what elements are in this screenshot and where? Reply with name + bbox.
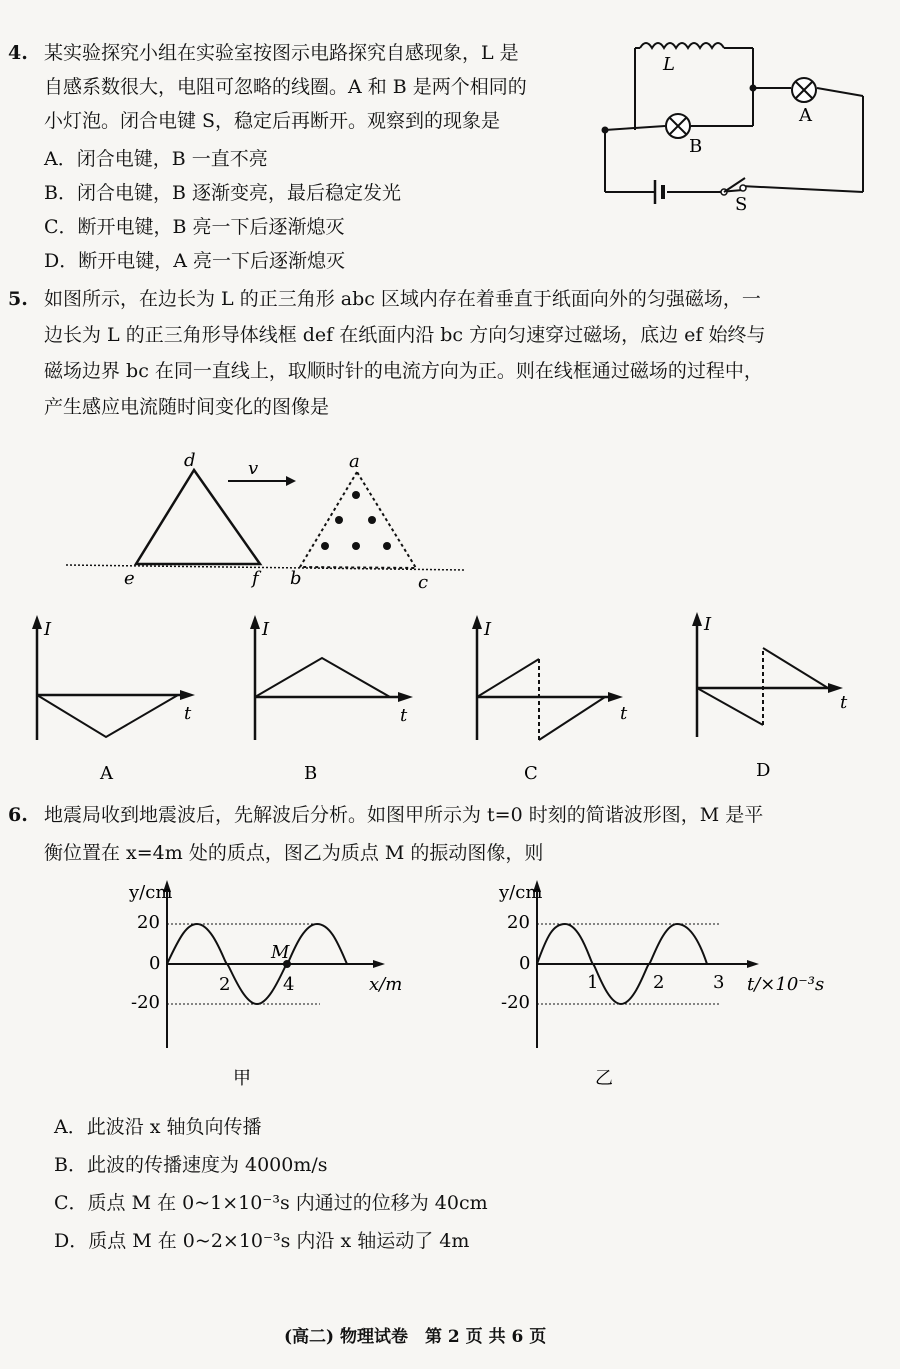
label-b: b bbox=[290, 568, 302, 589]
q4-line-3: 小灯泡。闭合电键 S，稳定后再断开。观察到的现象是 bbox=[44, 110, 501, 132]
label-e: e bbox=[124, 568, 135, 589]
q5-line-3: 磁场边界 bc 在同一直线上，取顺时针的电流方向为正。则在线框通过磁场的过程中， bbox=[44, 360, 763, 382]
graph-b-ylabel: I bbox=[262, 619, 270, 640]
yi-ytick-20: 20 bbox=[507, 912, 530, 933]
q6-option-d: D．质点 M 在 0~2×10⁻³s 内沿 x 轴运动了 4m bbox=[54, 1230, 470, 1252]
graph-c-xlabel: t bbox=[620, 703, 628, 724]
jia-xtick-4: 4 bbox=[283, 974, 295, 995]
q6-line-2: 衡位置在 x=4m 处的质点，图乙为质点 M 的振动图像，则 bbox=[44, 842, 544, 864]
frame-def bbox=[136, 470, 260, 564]
graph-c-caption: C bbox=[524, 763, 538, 784]
field-region-abc bbox=[300, 472, 416, 568]
q5-number: 5. bbox=[8, 288, 28, 310]
graph-c-ylabel: I bbox=[484, 619, 492, 640]
q6-line-1: 地震局收到地震波后，先解波后分析。如图甲所示为 t=0 时刻的简谐波形图，M 是平 bbox=[44, 804, 764, 826]
graph-d-curve bbox=[763, 648, 828, 688]
q4-option-d: D．断开电键，A 亮一下后逐渐熄灭 bbox=[44, 250, 345, 272]
q5-line-1: 如图所示，在边长为 L 的正三角形 abc 区域内存在着垂直于纸面向外的匀强磁场，一 bbox=[44, 288, 761, 310]
graph-d-ylabel: I bbox=[704, 614, 712, 635]
jia-xlabel: x/m bbox=[369, 974, 403, 995]
q5-graph-a bbox=[20, 615, 205, 790]
q4-option-c: C．断开电键，B 亮一下后逐渐熄灭 bbox=[44, 216, 345, 238]
page-footer: (高二) 物理试卷 第 2 页 共 6 页 bbox=[284, 1327, 547, 1347]
yi-ytick-neg20: -20 bbox=[501, 992, 530, 1013]
switch-label: S bbox=[735, 194, 748, 215]
label-d: d bbox=[184, 450, 196, 471]
yi-xlabel: t/×10⁻³s bbox=[747, 974, 825, 995]
jia-caption: 甲 bbox=[233, 1068, 251, 1089]
q4-number: 4. bbox=[8, 42, 28, 64]
jia-ylabel: y/cm bbox=[129, 882, 173, 903]
q4-option-b: B．闭合电键，B 逐渐变亮，最后稳定发光 bbox=[44, 182, 401, 204]
q5-graph-b bbox=[238, 615, 423, 790]
q6-option-c: C．质点 M 在 0~1×10⁻³s 内通过的位移为 40cm bbox=[54, 1192, 488, 1214]
q5-line-2: 边长为 L 的正三角形导体线框 def 在纸面内沿 bc 方向匀速穿过磁场，底边 ef 始终与 bbox=[44, 324, 766, 346]
jia-xtick-2: 2 bbox=[219, 974, 231, 995]
yi-xtick-3: 3 bbox=[713, 972, 725, 993]
q5-graph-c bbox=[460, 615, 645, 790]
label-f: f bbox=[252, 568, 259, 589]
graph-d-xlabel: t bbox=[840, 692, 848, 713]
graph-b-caption: B bbox=[304, 763, 318, 784]
lamp-a-icon bbox=[792, 78, 816, 102]
label-c: c bbox=[418, 572, 429, 593]
q6-option-a: A．此波沿 x 轴负向传播 bbox=[54, 1116, 262, 1138]
q6-wave-graph-jia bbox=[125, 876, 415, 1091]
graph-b-curve bbox=[255, 658, 390, 697]
yi-ytick-0: 0 bbox=[519, 953, 531, 974]
lamp-a-label: A bbox=[799, 105, 812, 126]
jia-point-label: M bbox=[271, 942, 290, 963]
graph-a-xlabel: t bbox=[184, 703, 192, 724]
graph-d-caption: D bbox=[756, 760, 771, 781]
graph-a-ylabel: I bbox=[44, 619, 52, 640]
coil-label: L bbox=[663, 54, 675, 75]
q4-line-1: 某实验探究小组在实验室按图示电路探究自感现象，L 是 bbox=[44, 42, 519, 64]
q4-option-a: A．闭合电键，B 一直不亮 bbox=[44, 148, 268, 170]
graph-a-caption: A bbox=[100, 763, 113, 784]
q4-circuit-diagram bbox=[595, 30, 875, 215]
yi-xtick-2: 2 bbox=[653, 972, 665, 993]
yi-xtick-1: 1 bbox=[587, 972, 599, 993]
yi-ylabel: y/cm bbox=[499, 882, 543, 903]
graph-a-curve bbox=[37, 695, 178, 737]
jia-ytick-0: 0 bbox=[149, 953, 161, 974]
graph-b-xlabel: t bbox=[400, 705, 408, 726]
q5-field-diagram bbox=[60, 450, 480, 593]
q5-graph-d bbox=[680, 612, 865, 787]
coil-symbol bbox=[640, 43, 724, 48]
lamp-b-label: B bbox=[689, 136, 703, 157]
yi-caption: 乙 bbox=[595, 1068, 613, 1089]
label-v: v bbox=[248, 458, 259, 479]
jia-ytick-20: 20 bbox=[137, 912, 160, 933]
graph-c-curve bbox=[539, 697, 605, 740]
q6-option-b: B．此波的传播速度为 4000m/s bbox=[54, 1154, 328, 1176]
label-a: a bbox=[349, 451, 360, 472]
field-dots bbox=[321, 491, 391, 550]
jia-ytick-neg20: -20 bbox=[131, 992, 160, 1013]
q6-vibration-graph-yi bbox=[495, 876, 835, 1091]
q4-line-2: 自感系数很大，电阻可忽略的线圈。A 和 B 是两个相同的 bbox=[44, 76, 527, 98]
q5-line-4: 产生感应电流随时间变化的图像是 bbox=[44, 396, 330, 418]
q6-number: 6. bbox=[8, 804, 28, 826]
lamp-b-icon bbox=[666, 114, 690, 138]
